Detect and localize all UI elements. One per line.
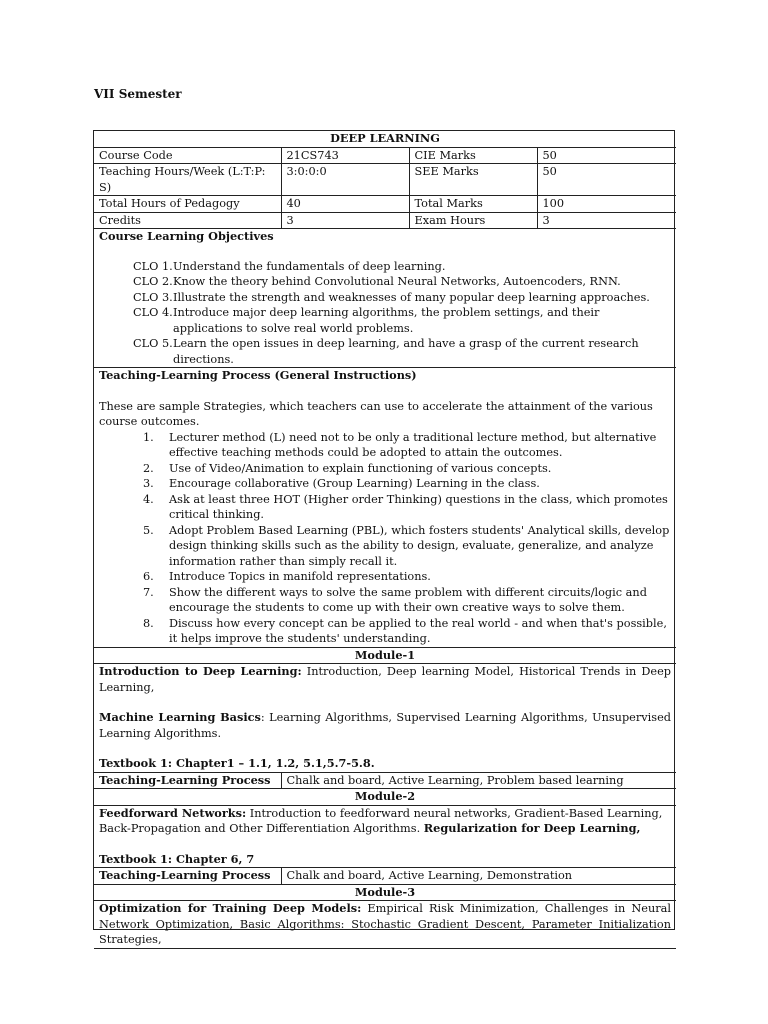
module-content-row <box>94 664 676 773</box>
module-tlp-row <box>94 772 676 789</box>
see-marks-value: 50 <box>537 164 676 196</box>
list-item <box>133 290 671 306</box>
course-title: DEEP LEARNING <box>94 131 676 147</box>
exam-hours-value: 3 <box>537 212 676 229</box>
module-3-topic-1: Optimization for Training Deep Models: <box>99 901 362 915</box>
teaching-hours-value: 3:0:0:0 <box>281 164 409 196</box>
clo-heading: Course Learning Objectives <box>99 229 274 243</box>
tlp-section <box>94 368 676 648</box>
course-info-row <box>94 164 676 196</box>
module-content-row <box>94 805 676 868</box>
see-marks-label: SEE Marks <box>409 164 537 196</box>
course-code-value: 21CS743 <box>281 147 409 164</box>
module-title-row <box>94 647 676 664</box>
tlp-list <box>99 430 671 647</box>
clo-label: CLO 1. <box>133 259 173 273</box>
module-2-topic-1: Feedforward Networks: <box>99 805 247 820</box>
list-item <box>133 305 671 336</box>
teaching-hours-label: Teaching Hours/Week (L:T:P: S) <box>94 164 281 196</box>
item-number: 7. <box>143 585 154 599</box>
list-item <box>143 476 671 492</box>
clo-text: Understand the fundamentals of deep learning. <box>173 259 446 273</box>
list-item <box>143 569 671 585</box>
module-2-tlp-label: Teaching-Learning Process <box>94 868 281 885</box>
total-marks-value: 100 <box>537 196 676 213</box>
item-number: 6. <box>143 570 154 583</box>
clo-list <box>99 259 671 368</box>
clo-text: Learn the open issues in deep learning, and have a grasp of the current research directions. <box>173 337 639 366</box>
module-title-row <box>94 884 676 901</box>
item-text: Ask at least three HOT (Higher order Thinking) questions in the class, which promotes critical thinking. <box>169 492 668 521</box>
module-2-title: Module-2 <box>94 789 676 806</box>
module-1-paragraph-2 <box>99 710 671 741</box>
item-text: Lecturer method (L) need not to be only a traditional lecture method, but alternative effective teaching methods could be adopted to attain the outcomes. <box>169 430 657 459</box>
item-number: 2. <box>143 461 154 475</box>
total-hours-label: Total Hours of Pedagogy <box>94 196 281 213</box>
list-item <box>133 259 671 275</box>
module-1-topic-1: Introduction to Deep Learning: <box>99 664 302 678</box>
list-item <box>133 274 671 290</box>
item-number: 4. <box>143 492 154 506</box>
clo-text: Know the theory behind Convolutional Neural Networks, Autoencoders, RNN. <box>173 275 621 288</box>
list-item <box>143 523 671 570</box>
item-text: Show the different ways to solve the same problem with different circuits/logic and encourage the students to come up with their own creative ways to solve them. <box>169 585 647 614</box>
module-1-tlp-label: Teaching-Learning Process <box>94 772 281 789</box>
clo-text: Illustrate the strength and weaknesses of many popular deep learning approaches. <box>173 290 650 304</box>
total-marks-label: Total Marks <box>409 196 537 213</box>
item-number: 3. <box>143 477 154 490</box>
module-1-paragraph-1 <box>99 664 671 695</box>
item-text: Introduce Topics in manifold representations. <box>169 570 431 583</box>
item-number: 5. <box>143 523 154 537</box>
syllabus-table <box>94 131 676 949</box>
module-3-topic-1-text: Empirical Risk Minimization, Challenges in Neural Network Optimization, Basic Algorithms: Stochastic Gradient Descent, Parameter Initialization Strategies, <box>99 902 671 946</box>
item-text: Use of Video/Animation to explain functioning of various concepts. <box>169 461 552 475</box>
module-3-title: Module-3 <box>94 884 676 901</box>
module-1-topic-2-text: : Learning Algorithms, Supervised Learning Algorithms, Unsupervised Learning Algorithms. <box>99 711 671 740</box>
module-2-tlp-value: Chalk and board, Active Learning, Demonstration <box>281 868 676 885</box>
list-item <box>143 492 671 523</box>
list-item <box>143 585 671 616</box>
item-text: Encourage collaborative (Group Learning) Learning in the class. <box>169 477 540 490</box>
module-1-topic-1-text: Introduction, Deep learning Model, Historical Trends in Deep Learning, <box>99 665 672 694</box>
total-hours-value: 40 <box>281 196 409 213</box>
list-item <box>143 430 671 461</box>
module-2-topic-2: Regularization for Deep Learning, <box>423 821 641 835</box>
module-1-topic-2: Machine Learning Basics <box>99 710 261 724</box>
clo-row <box>94 229 676 368</box>
syllabus-document <box>93 130 675 946</box>
module-1-content <box>94 664 676 773</box>
tlp-heading: Teaching-Learning Process (General Instructions) <box>99 368 417 382</box>
clo-label: CLO 4. <box>133 306 173 319</box>
course-code-label: Course Code <box>94 147 281 164</box>
module-3-paragraph-1 <box>99 901 671 948</box>
module-2-textbook: Textbook 1: Chapter 6, 7 <box>99 851 255 866</box>
module-2-topic-1-text: Introduction to feedforward neural networks, Gradient-Based Learning, Back-Propagation and Other Differentiation Algorithms. <box>99 806 663 835</box>
cie-marks-label: CIE Marks <box>409 147 537 164</box>
module-1-tlp-value: Chalk and board, Active Learning, Problem based learning <box>281 772 676 789</box>
clo-label: CLO 2. <box>133 275 173 288</box>
module-1-textbook: Textbook 1: Chapter1 – 1.1, 1.2, 5.1,5.7-5.8. <box>99 756 375 770</box>
cie-marks-value: 50 <box>537 147 676 164</box>
clo-section <box>94 229 676 368</box>
module-3-content <box>94 901 676 949</box>
exam-hours-label: Exam Hours <box>409 212 537 229</box>
course-info-row <box>94 196 676 213</box>
course-title-row <box>94 131 676 147</box>
module-1-title: Module-1 <box>94 647 676 664</box>
list-item <box>143 616 671 647</box>
credits-value: 3 <box>281 212 409 229</box>
list-item <box>143 461 671 477</box>
module-tlp-row <box>94 868 676 885</box>
module-content-row <box>94 901 676 949</box>
tlp-row <box>94 368 676 648</box>
course-info-row <box>94 147 676 164</box>
clo-label: CLO 5. <box>133 337 173 350</box>
list-item <box>133 336 671 367</box>
item-text: Discuss how every concept can be applied to the real world - and when that's possible, it helps improve the students' understanding. <box>169 616 667 645</box>
course-info-row <box>94 212 676 229</box>
semester-heading: VII Semester <box>94 87 182 101</box>
item-number: 8. <box>143 616 154 630</box>
module-title-row <box>94 789 676 806</box>
module-2-content <box>94 805 676 868</box>
credits-label: Credits <box>94 212 281 229</box>
module-2-paragraph-1 <box>99 806 671 837</box>
clo-label: CLO 3. <box>133 290 173 304</box>
clo-text: Introduce major deep learning algorithms, the problem settings, and their applications to solve real world problems. <box>173 306 600 335</box>
item-number: 1. <box>143 430 154 444</box>
tlp-intro: These are sample Strategies, which teachers can use to accelerate the attainment of the various course outcomes. <box>99 399 653 428</box>
item-text: Adopt Problem Based Learning (PBL), which fosters students' Analytical skills, develop design thinking skills such as the ability to design, evaluate, generalize, and analyze information rather than simply recall it. <box>169 523 670 568</box>
